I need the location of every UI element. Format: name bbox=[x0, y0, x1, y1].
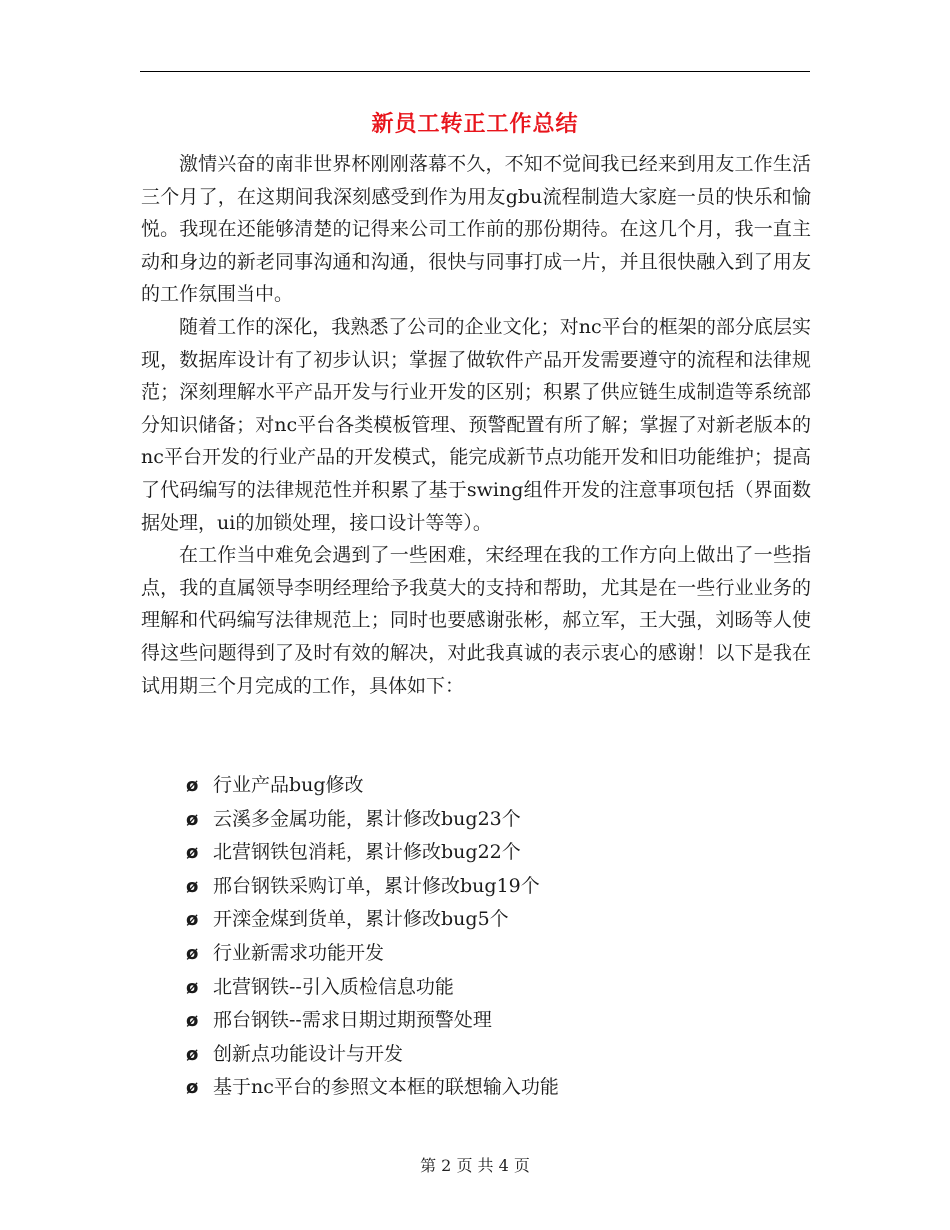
paragraph-intro: 激情兴奋的南非世界杯刚刚落幕不久，不知不觉间我已经来到用友工作生活三个月了，在这期间我深刻感受到作为用友gbu流程制造大家庭一员的快乐和愉悦。我现在还能够清楚的记得来公司工作前的那份期待。在这几个月，我一直主动和身边的新老同事沟通和沟通，很快与同事打成一片，并且很快融入到了用友的工作氛围当中。 bbox=[141, 153, 811, 306]
list-item-text: 创新点功能设计与开发 bbox=[213, 1042, 404, 1065]
header-rule bbox=[140, 71, 810, 72]
bullet-icon: ø bbox=[186, 909, 199, 931]
list-item-text: 邢台钢铁采购订单，累计修改bug19个 bbox=[213, 874, 540, 897]
list-item-text: 北营钢铁包消耗，累计修改bug22个 bbox=[213, 841, 521, 864]
list-item-text: 基于nc平台的参照文本框的联想输入功能 bbox=[213, 1076, 559, 1099]
bullet-icon: ø bbox=[186, 842, 199, 864]
list-item bbox=[186, 803, 559, 837]
page-number: 第 2 页 共 4 页 bbox=[420, 1156, 530, 1175]
bullet-icon: ø bbox=[186, 1043, 199, 1065]
list-item bbox=[186, 1004, 559, 1038]
list-item-text: 邢台钢铁--需求日期过期预警处理 bbox=[213, 1009, 492, 1032]
list-item-text: 云溪多金属功能，累计修改bug23个 bbox=[213, 807, 521, 830]
document-body bbox=[141, 148, 811, 702]
bullet-icon: ø bbox=[186, 1077, 199, 1099]
paragraph-skills: 随着工作的深化，我熟悉了公司的企业文化；对nc平台的框架的部分底层实现，数据库设计有了初步认识；掌握了做软件产品开发需要遵守的流程和法律规范；深刻理解水平产品开发与行业开发的区别；积累了供应链生成制造等系统部分知识储备；对nc平台各类模板管理、预警配置有所了解；掌握了对新老版本的nc平台开发的行业产品的开发模式，能完成新节点功能开发和旧功能维护；提高了代码编写的法律规范性并积累了基于swing组件开发的注意事项包括（界面数据处理，ui的加锁处理，接口设计等等）。 bbox=[141, 315, 811, 534]
bullet-icon: ø bbox=[186, 1010, 199, 1032]
work-item-list bbox=[186, 769, 559, 1105]
bullet-icon: ø bbox=[186, 942, 199, 964]
list-item bbox=[186, 870, 559, 904]
list-item bbox=[186, 1071, 559, 1105]
list-item bbox=[186, 903, 559, 937]
list-item bbox=[186, 836, 559, 870]
document-title: 新员工转正工作总结 bbox=[371, 111, 579, 137]
bullet-icon: ø bbox=[186, 875, 199, 897]
list-item bbox=[186, 971, 559, 1005]
bullet-icon: ø bbox=[186, 808, 199, 830]
paragraph-thanks: 在工作当中难免会遇到了一些困难，宋经理在我的工作方向上做出了一些指点，我的直属领导李明经理给予我莫大的支持和帮助，尤其是在一些行业业务的理解和代码编写法律规范上；同时也要感谢张彬，郝立军，王大强，刘旸等人使得这些问题得到了及时有效的解决，对此我真诚的表示衷心的感谢！以下是我在试用期三个月完成的工作，具体如下： bbox=[141, 544, 811, 697]
list-item bbox=[186, 769, 559, 803]
list-item-text: 行业产品bug修改 bbox=[213, 774, 364, 796]
list-item-text: 行业新需求功能开发 bbox=[213, 941, 385, 964]
bullet-icon: ø bbox=[186, 976, 199, 998]
list-item bbox=[186, 1038, 559, 1072]
bullet-icon: ø bbox=[186, 775, 199, 796]
list-item bbox=[186, 937, 559, 971]
list-item-text: 开滦金煤到货单，累计修改bug5个 bbox=[213, 908, 509, 931]
list-item-text: 北营钢铁--引入质检信息功能 bbox=[213, 975, 454, 998]
